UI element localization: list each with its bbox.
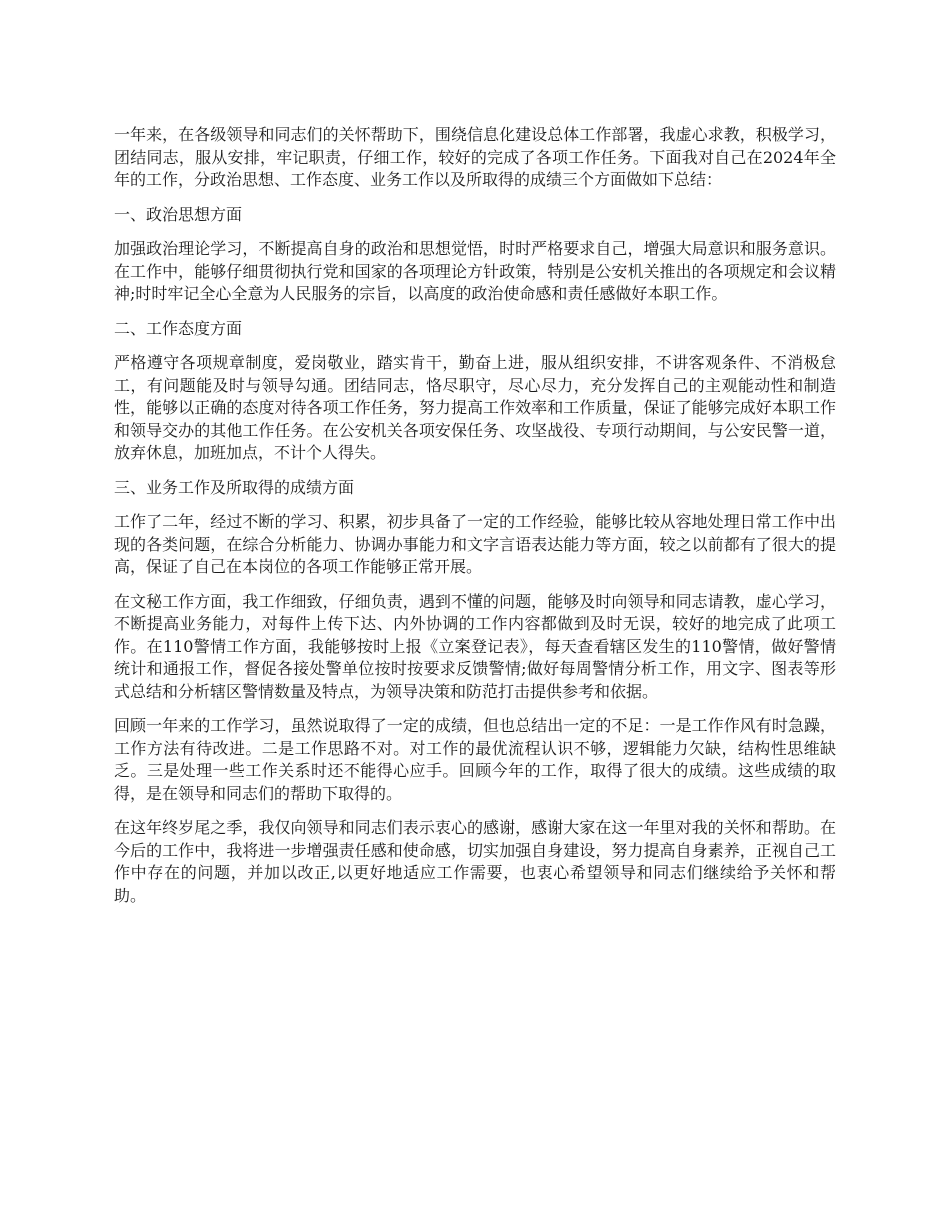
- section-heading-business: 三、业务工作及所取得的成绩方面: [114, 477, 355, 497]
- intro-paragraph: 一年来，在各级领导和同志们的关怀帮助下，围绕信息化建设总体工作部署，我虚心求教，积极学习，团结同志，服从安排，牢记职责，仔细工作，较好的完成了各项工作任务。下面我对自己在2024年全年的工作，分政治思想、工作态度、业务工作以及所取得的成绩三个方面做如下总结：: [114, 125, 836, 189]
- business-paragraph-2: 在文秘工作方面，我工作细致，仔细负责，遇到不懂的问题，能够及时向领导和同志请教，虚心学习，不断提高业务能力，对每件上传下达、内外协调的工作内容都做到及时无误，较好的地完成了此项工作。在110警情工作方面，我能够按时上报《立案登记表》，每天查看辖区发生的110警情，做好警情统计和通报工作，督促各接处警单位按时按要求反馈警情;做好每周警情分析工作，用文字、图表等形式总结和分析辖区警情数量及特点，为领导决策和防范打击提供参考和依据。: [114, 591, 836, 701]
- attitude-paragraph: 严格遵守各项规章制度，爱岗敬业，踏实肯干，勤奋上进，服从组织安排，不讲客观条件、不消极怠工，有问题能及时与领导勾通。团结同志，恪尽职守，尽心尽力，充分发挥自己的主观能动性和制造性，能够以正确的态度对待各项工作任务，努力提高工作效率和工作质量，保证了能够完成好本职工作和领导交办的其他工作任务。在公安机关各项安保任务、攻坚战役、专项行动期间，与公安民警一道，放弃休息，加班加点，不计个人得失。: [114, 353, 836, 462]
- section-heading-political: 一、政治思想方面: [114, 204, 243, 224]
- political-paragraph: 加强政治理论学习，不断提高自身的政治和思想觉悟，时时严格要求自己，增强大局意识和服务意识。在工作中，能够仔细贯彻执行党和国家的各项理论方针政策，特别是公安机关推出的各项规定和会议精神;时时牢记全心全意为人民服务的宗旨，以高度的政治使命感和责任感做好本职工作。: [114, 239, 836, 303]
- review-paragraph: 回顾一年来的工作学习，虽然说取得了一定的成绩，但也总结出一定的不足：一是工作作风有时急躁，工作方法有待改进。二是工作思路不对。对工作的最优流程认识不够，逻辑能力欠缺，结构性思维缺乏。三是处理一些工作关系时还不能得心应手。回顾今年的工作，取得了很大的成绩。这些成绩的取得，是在领导和同志们的帮助下取得的。: [114, 716, 836, 803]
- business-paragraph-1: 工作了二年，经过不断的学习、积累，初步具备了一定的工作经验，能够比较从容地处理日常工作中出现的各类问题，在综合分析能力、协调办事能力和文字言语表达能力等方面，较之以前都有了很大的提高，保证了自己在本岗位的各项工作能够正常开展。: [114, 512, 836, 576]
- document-body: [114, 124, 836, 919]
- closing-paragraph: 在这年终岁尾之季，我仅向领导和同志们表示衷心的感谢，感谢大家在这一年里对我的关怀和帮助。在今后的工作中，我将进一步增强责任感和使命感，切实加强自身建设，努力提高自身素养，正视自己工作中存在的问题，并加以改正,以更好地适应工作需要，也衷心希望领导和同志们继续给予关怀和帮助。: [114, 818, 836, 905]
- section-heading-attitude: 二、工作态度方面: [114, 318, 243, 338]
